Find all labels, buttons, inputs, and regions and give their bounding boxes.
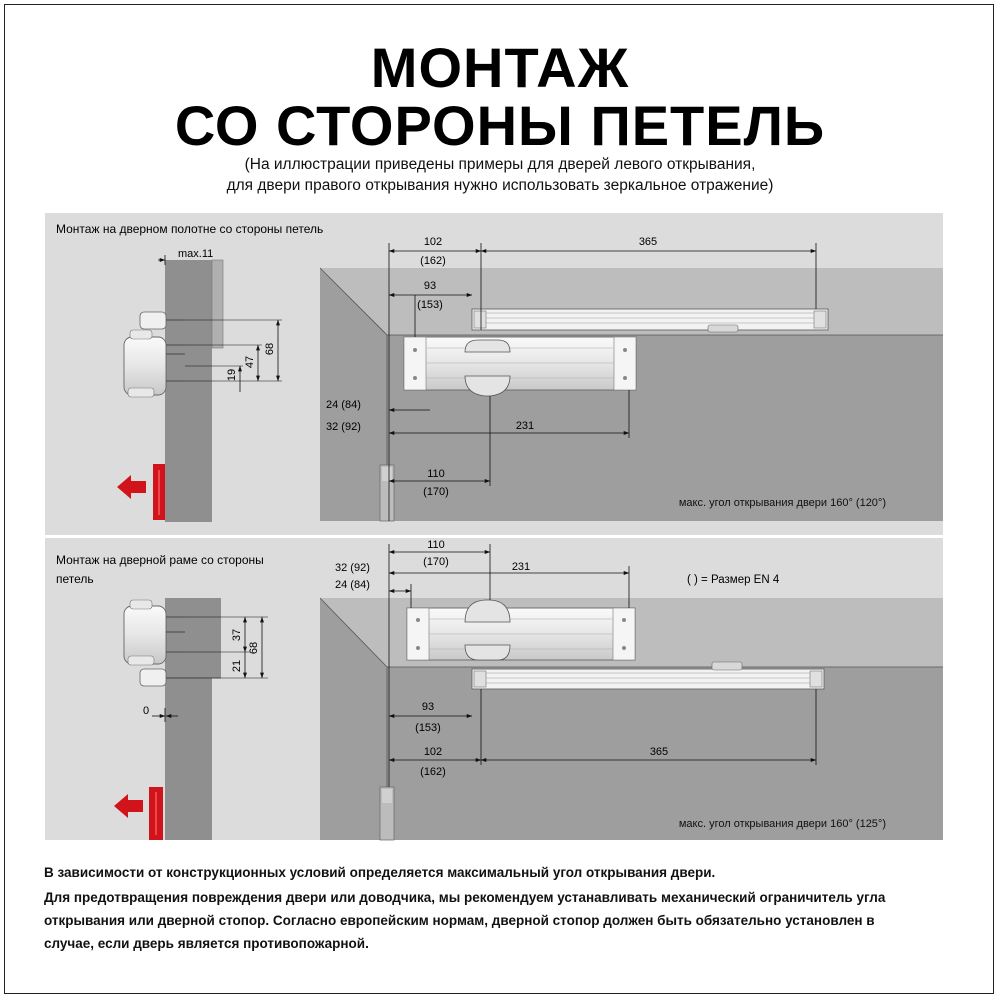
- bottom-side-d37: 37: [231, 628, 243, 642]
- bottom-dim-102: 102: [423, 746, 443, 758]
- top-dim-365: 365: [638, 236, 658, 248]
- bottom-dim-231: 231: [511, 561, 531, 573]
- subtitle-line1: (На иллюстрации приведены примеры для дверей левого открывания,: [244, 156, 756, 173]
- top-side-rail: [140, 312, 166, 329]
- bottom-dim-153: (153): [415, 722, 441, 734]
- top-dim-162: (162): [420, 255, 446, 267]
- top-dim-153: (153): [417, 299, 443, 311]
- bottom-caption-line2: петель: [56, 572, 94, 586]
- bottom-front-view: [320, 598, 943, 840]
- page-title-line2: СО СТОРОНЫ ПЕТЕЛЬ: [174, 94, 826, 157]
- bottom-side-rail: [140, 669, 166, 686]
- top-caption: Монтаж на дверном полотне со стороны петель: [56, 222, 324, 236]
- bottom-en-note: ( ) = Размер EN 4: [687, 574, 780, 586]
- top-panel: [45, 213, 943, 535]
- footer-line1: В зависимости от конструкционных условий определяется максимальный угол открывания двери.: [44, 865, 716, 880]
- top-front-view: [320, 268, 943, 521]
- top-side-d47: 47: [244, 355, 256, 369]
- bottom-side-d21: 21: [231, 659, 243, 673]
- top-dim-110: 110: [427, 468, 445, 480]
- bottom-dim-93: 93: [421, 701, 435, 713]
- top-dim-93: 93: [423, 280, 437, 292]
- top-dim-32: 32 (92): [326, 421, 361, 433]
- bottom-side-d68: 68: [248, 641, 260, 655]
- top-side-d19: 19: [226, 368, 238, 382]
- top-dim-170: (170): [423, 486, 449, 498]
- top-side-max: max.11: [178, 248, 214, 260]
- page-title-line1: МОНТАЖ: [370, 36, 630, 99]
- subtitle-line2: для двери правого открывания нужно использовать зеркальное отражение): [226, 177, 774, 194]
- bottom-dim-365: 365: [649, 746, 669, 758]
- bottom-dim-24: 24 (84): [335, 579, 370, 591]
- top-dim-231: 231: [515, 420, 535, 432]
- footer-line3: открывания или дверной стопор. Согласно европейским нормам, дверной стопор должен быть обязательно установлен в: [44, 913, 875, 928]
- top-angle-note: макс. угол открывания двери 160° (120°): [678, 497, 886, 509]
- top-side-closer: [124, 330, 166, 397]
- bottom-panel: [45, 538, 943, 840]
- top-side-d68: 68: [264, 342, 276, 356]
- top-dim-102: 102: [423, 236, 443, 248]
- bottom-dim-162: (162): [420, 766, 446, 778]
- bottom-side-zero: 0: [142, 705, 150, 717]
- bottom-angle-note: макс. угол открывания двери 160° (125°): [678, 818, 886, 830]
- footer-line4: случае, если дверь является противопожарной.: [44, 936, 369, 951]
- bottom-dim-170: (170): [423, 556, 449, 568]
- footer-line2: Для предотвращения повреждения двери или доводчика, мы рекомендуем устанавливать механический ограничитель угла: [44, 890, 886, 905]
- top-dim-24: 24 (84): [326, 399, 361, 411]
- bottom-caption-line1: Монтаж на дверной раме со стороны: [56, 553, 264, 567]
- slide-rail-icon: [472, 309, 828, 332]
- bottom-dim-110: 110: [427, 539, 445, 551]
- door-closer-icon: [407, 600, 635, 660]
- bottom-dim-32: 32 (92): [335, 562, 370, 574]
- bottom-side-closer: [124, 600, 166, 665]
- door-closer-icon: [404, 337, 636, 396]
